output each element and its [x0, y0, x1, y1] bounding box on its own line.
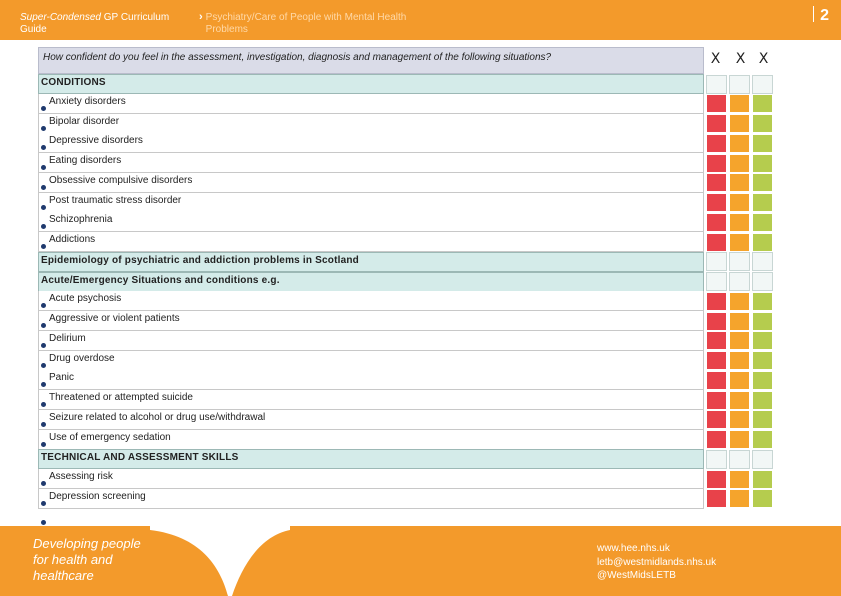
rating-cell-blank	[729, 75, 750, 94]
guide-title: Super-Condensed GP Curriculum Guide	[20, 12, 170, 35]
row-label: Depressive disorders	[49, 135, 143, 147]
rating-cell-blank	[706, 75, 727, 94]
column-mark-amber: X	[735, 51, 746, 67]
table-row	[38, 489, 704, 509]
table-row	[38, 133, 704, 153]
rating-cell-blank	[706, 450, 727, 469]
question-text: How confident do you feel in the assessment, investigation, diagnosis and management of the following situations?	[43, 52, 552, 63]
rating-cell-red[interactable]	[706, 292, 727, 311]
breadcrumb[interactable]	[199, 12, 439, 36]
rating-cell-red[interactable]	[706, 489, 727, 508]
rating-cell-green[interactable]	[752, 391, 773, 410]
footer-contacts	[597, 542, 716, 583]
twitter-handle[interactable]: @WestMidsLETB	[597, 570, 676, 581]
email-link[interactable]: letb@westmidlands.nhs.uk	[597, 556, 717, 568]
rating-cell-amber[interactable]	[729, 391, 750, 410]
rating-cell-amber[interactable]	[729, 470, 750, 489]
rating-cell-blank	[729, 272, 750, 291]
rating-cell-green[interactable]	[752, 94, 773, 113]
rating-cell-green[interactable]	[752, 114, 773, 133]
rating-cell-green[interactable]	[752, 292, 773, 311]
rating-cell-green[interactable]	[752, 430, 773, 449]
column-mark-green: X	[758, 51, 769, 67]
bullet-icon	[41, 442, 46, 447]
rating-cell-green[interactable]	[752, 331, 773, 350]
rating-cell-red[interactable]	[706, 114, 727, 133]
rating-cell-red[interactable]	[706, 154, 727, 173]
rating-cell-amber[interactable]	[729, 193, 750, 212]
row-label: Threatened or attempted suicide	[49, 392, 193, 403]
row-label: Assessing risk	[49, 471, 113, 482]
row-label: Acute psychosis	[49, 293, 122, 305]
bullet-icon	[41, 106, 46, 111]
rating-cell-green[interactable]	[752, 312, 773, 331]
table-row	[38, 410, 704, 430]
bullet-icon	[41, 343, 46, 348]
row-label: TECHNICAL AND ASSESSMENT SKILLS	[41, 452, 239, 464]
row-label: Panic	[49, 372, 75, 384]
row-label: Addictions	[49, 234, 96, 245]
table-row	[38, 390, 704, 410]
rating-cell-red[interactable]	[706, 193, 727, 212]
rating-cell-red[interactable]	[706, 233, 727, 252]
rating-cell-red[interactable]	[706, 470, 727, 489]
rating-cell-blank	[752, 75, 773, 94]
rating-cell-red[interactable]	[706, 371, 727, 390]
table-row	[38, 212, 704, 232]
website-link[interactable]: www.hee.nhs.uk	[597, 543, 670, 554]
row-label: Acute/Emergency Situations and conditions e.g.	[41, 274, 280, 286]
rating-cell-green[interactable]	[752, 154, 773, 173]
rating-cell-amber[interactable]	[729, 173, 750, 192]
rating-cell-red[interactable]	[706, 94, 727, 113]
rating-cell-blank	[752, 272, 773, 291]
bullet-icon	[41, 481, 46, 486]
row-label: Drug overdose	[49, 352, 115, 364]
table-row	[38, 153, 704, 173]
table-row	[38, 370, 704, 390]
row-label: Depression screening	[49, 490, 146, 502]
row-label: Post traumatic stress disorder	[49, 194, 182, 206]
row-label: Anxiety disorders	[49, 95, 126, 107]
section-header	[38, 252, 704, 272]
rating-cell-amber[interactable]	[729, 351, 750, 370]
rating-cell-red[interactable]	[706, 430, 727, 449]
bullet-icon	[41, 501, 46, 506]
section-header	[38, 74, 704, 94]
question-header	[38, 47, 704, 74]
row-label: Epidemiology of psychiatric and addiction problems in Scotland	[41, 254, 359, 266]
section-header	[38, 272, 704, 292]
bullet-icon	[41, 402, 46, 407]
column-mark-red: X	[710, 51, 721, 67]
rating-cell-amber[interactable]	[729, 292, 750, 311]
row-label: CONDITIONS	[41, 77, 106, 88]
row-label: Bipolar disorder	[49, 115, 120, 127]
bullet-icon	[41, 185, 46, 190]
bullet-icon	[41, 244, 46, 249]
page-number: 2	[813, 6, 829, 25]
table-row	[38, 193, 704, 213]
rating-cell-amber[interactable]	[729, 430, 750, 449]
bullet-icon	[41, 126, 46, 131]
rating-cell-red[interactable]	[706, 134, 727, 153]
table-row	[38, 331, 704, 351]
rating-cell-amber[interactable]	[729, 154, 750, 173]
rating-cell-amber[interactable]	[729, 331, 750, 350]
rating-cell-green[interactable]	[752, 173, 773, 192]
row-label: Eating disorders	[49, 155, 122, 166]
row-label: Schizophrenia	[49, 214, 113, 226]
rating-cell-amber[interactable]	[729, 312, 750, 331]
row-label: Aggressive or violent patients	[49, 313, 180, 324]
rating-cell-green[interactable]	[752, 193, 773, 212]
rating-cell-amber[interactable]	[729, 114, 750, 133]
table-row	[38, 430, 704, 450]
rating-cell-green[interactable]	[752, 410, 773, 429]
rating-cell-red[interactable]	[706, 312, 727, 331]
footer-slogan: Developing people for health and healthcare	[33, 536, 141, 583]
table-row	[38, 232, 704, 252]
rating-cell-green[interactable]	[752, 470, 773, 489]
rating-cell-blank	[706, 252, 727, 271]
bullet-icon	[41, 323, 46, 328]
bullet-icon	[41, 165, 46, 170]
table-row	[38, 291, 704, 311]
bullet-icon	[41, 363, 46, 368]
table-row	[38, 94, 704, 114]
rating-cell-blank	[729, 252, 750, 271]
rating-cell-green[interactable]	[752, 134, 773, 153]
row-label: Seizure related to alcohol or drug use/withdrawal	[49, 411, 266, 423]
rating-cell-green[interactable]	[752, 351, 773, 370]
rating-cell-amber[interactable]	[729, 371, 750, 390]
rating-cell-green[interactable]	[752, 371, 773, 390]
row-label: Delirium	[49, 332, 86, 344]
rating-cell-red[interactable]	[706, 213, 727, 232]
rating-cell-red[interactable]	[706, 410, 727, 429]
rating-cell-blank	[729, 450, 750, 469]
rating-cell-red[interactable]	[706, 173, 727, 192]
rating-cell-blank	[752, 252, 773, 271]
bullet-icon	[41, 422, 46, 427]
rating-cell-red[interactable]	[706, 331, 727, 350]
table-row	[38, 351, 704, 371]
rating-cell-blank	[752, 450, 773, 469]
rating-cell-red[interactable]	[706, 351, 727, 370]
rating-cell-amber[interactable]	[729, 233, 750, 252]
rating-cell-green[interactable]	[752, 213, 773, 232]
bullet-icon	[41, 205, 46, 210]
breadcrumb-label: Psychiatry/Care of People with Mental Health Problems	[205, 12, 407, 35]
rating-cell-amber[interactable]	[729, 489, 750, 508]
divider	[813, 6, 814, 22]
rating-cell-amber[interactable]	[729, 213, 750, 232]
chevron-right-icon: ›	[199, 11, 203, 23]
table-row	[38, 311, 704, 331]
rating-cell-blank	[706, 272, 727, 291]
bullet-icon	[41, 520, 46, 525]
row-label: Use of emergency sedation	[49, 431, 171, 443]
rating-cell-red[interactable]	[706, 391, 727, 410]
table-row	[38, 114, 704, 134]
table-row	[38, 469, 704, 489]
row-label: Obsessive compulsive disorders	[49, 174, 193, 186]
rating-cell-green[interactable]	[752, 233, 773, 252]
table-row	[38, 173, 704, 193]
rating-cell-amber[interactable]	[729, 94, 750, 113]
rating-cell-green[interactable]	[752, 489, 773, 508]
rating-cell-amber[interactable]	[729, 410, 750, 429]
section-header	[38, 449, 704, 469]
rating-cell-amber[interactable]	[729, 134, 750, 153]
